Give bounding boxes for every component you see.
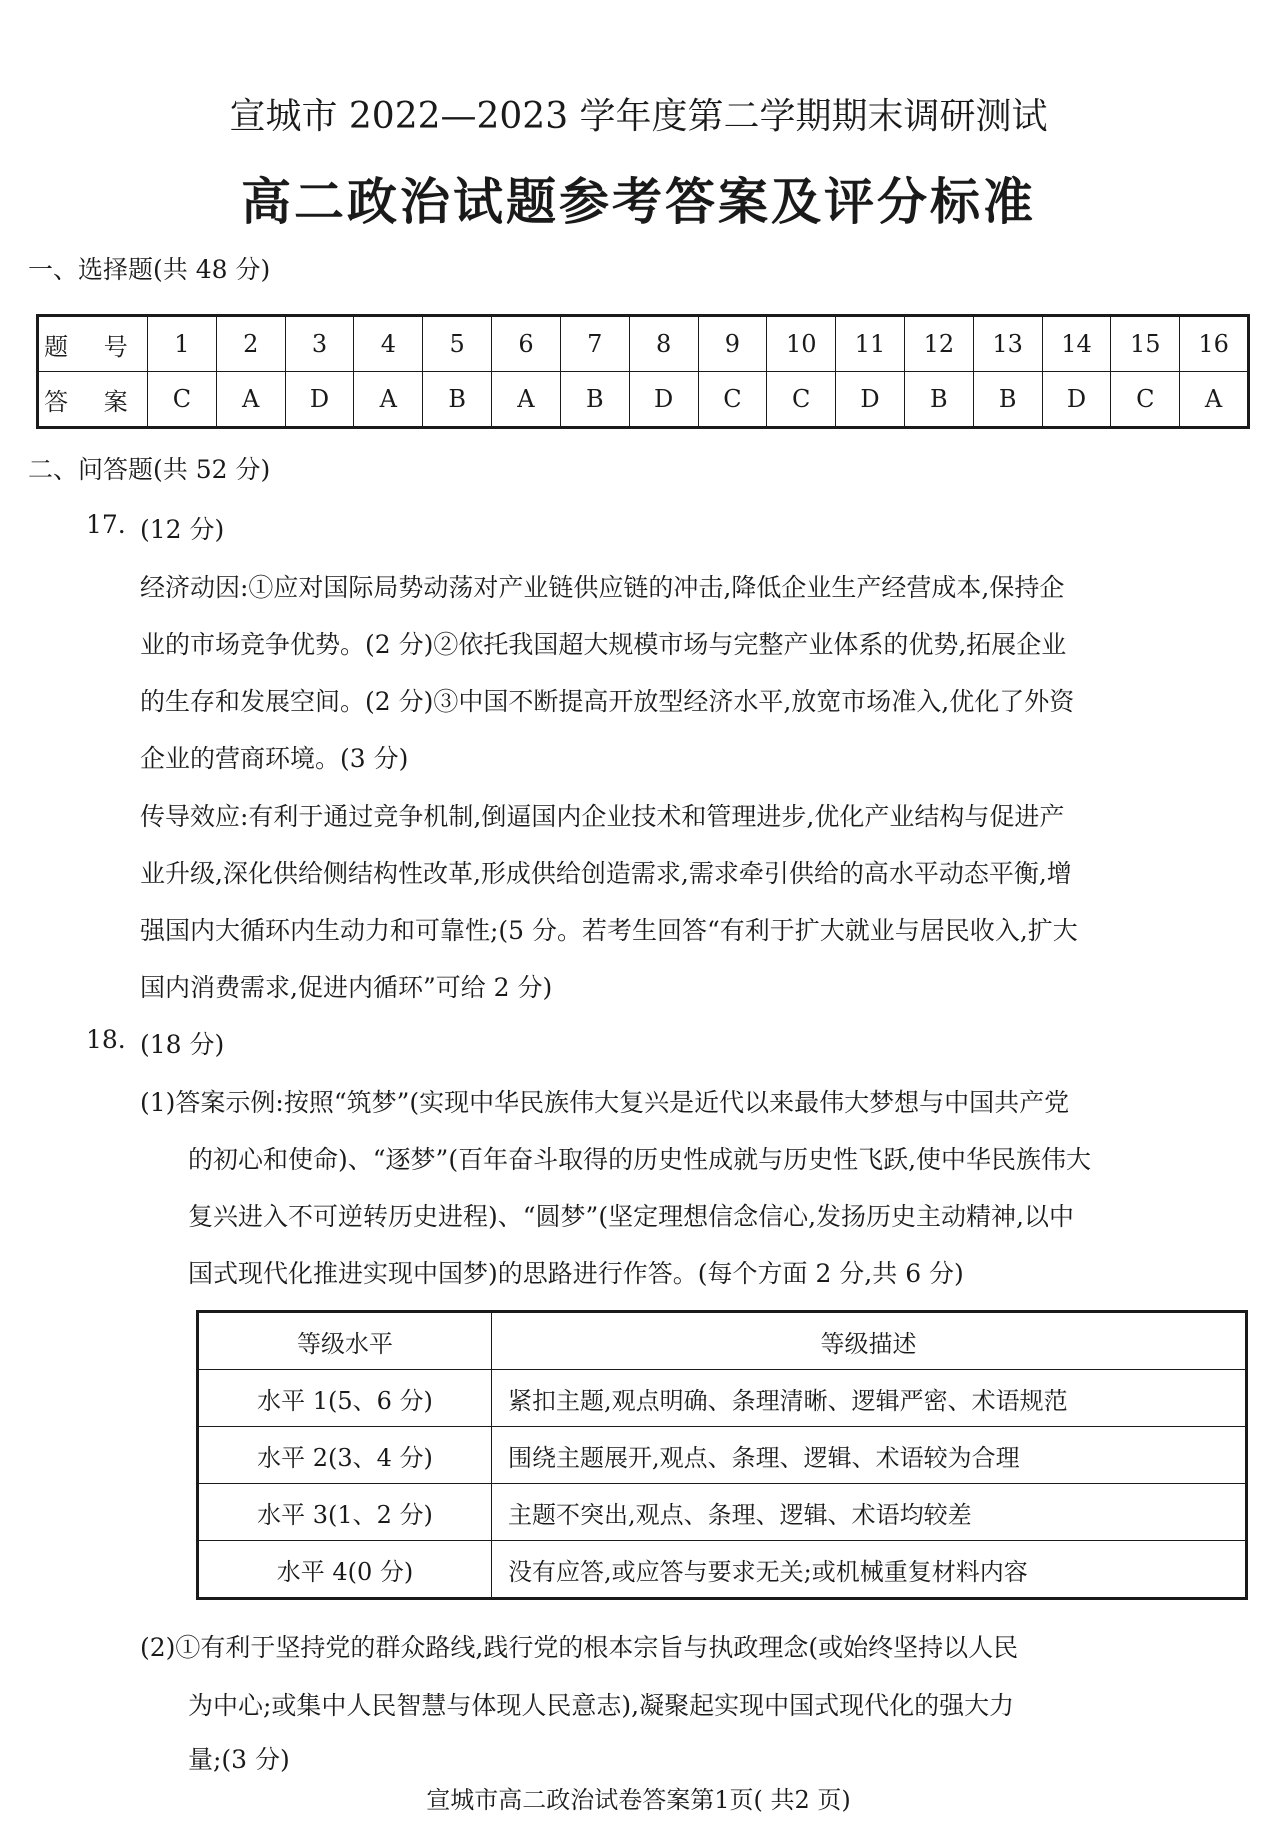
- question-number-cell: 2: [216, 316, 285, 372]
- q18-part2-line: 量;(3 分): [188, 1745, 290, 1774]
- table-row: [198, 1541, 1247, 1599]
- answer-cell: B: [423, 372, 492, 428]
- question-number-cell: 7: [560, 316, 629, 372]
- q18-part1-line: (1)答案示例:按照“筑梦”(实现中华民族伟大复兴是近代以来最伟大梦想与中国共产党: [140, 1088, 1070, 1117]
- question-number-cell: 16: [1180, 316, 1249, 372]
- question-number-cell: 5: [423, 316, 492, 372]
- question-number-cell: 6: [492, 316, 561, 372]
- question-number-cell: 15: [1111, 316, 1180, 372]
- table-row: [198, 1484, 1247, 1541]
- answer-cell: D: [629, 372, 698, 428]
- question-number-cell: 14: [1042, 316, 1111, 372]
- page-footer: 宣城市高二政治试卷答案第1页( 共2 页): [426, 1786, 851, 1814]
- q17-number: 17.: [86, 510, 126, 539]
- question-number-cell: 3: [285, 316, 354, 372]
- description-cell: 主题不突出,观点、条理、逻辑、术语均较差: [492, 1484, 1247, 1541]
- row-label-number: 题 号: [38, 316, 148, 372]
- answer-cell: C: [767, 372, 836, 428]
- answer-cell: C: [148, 372, 217, 428]
- question-number-cell: 1: [148, 316, 217, 372]
- answer-cell: A: [354, 372, 423, 428]
- answer-cell: A: [216, 372, 285, 428]
- q18-part2-line: 为中心;或集中人民智慧与体现人民意志),凝聚起实现中国式现代化的强大力: [188, 1691, 1015, 1720]
- answer-cell: C: [1111, 372, 1180, 428]
- q17-text-line: 业升级,深化供给侧结构性改革,形成供给创造需求,需求牵引供给的高水平动态平衡,增: [140, 859, 1072, 888]
- q18-part2-line: (2)①有利于坚持党的群众路线,践行党的根本宗旨与执政理念(或始终坚持以人民: [140, 1633, 1019, 1662]
- question-number-cell: 10: [767, 316, 836, 372]
- q18-score: (18 分): [140, 1030, 225, 1059]
- q18-part1-line: 的初心和使命)、“逐梦”(百年奋斗取得的历史性成就与历史性飞跃,使中华民族伟大: [188, 1145, 1092, 1174]
- description-cell: 围绕主题展开,观点、条理、逻辑、术语较为合理: [492, 1427, 1247, 1484]
- level-cell: 水平 1(5、6 分): [198, 1370, 492, 1427]
- table-row: [198, 1427, 1247, 1484]
- q17-text-line: 强国内大循环内生动力和可靠性;(5 分。若考生回答“有利于扩大就业与居民收入,扩大: [140, 916, 1078, 945]
- row-label-answer: 答 案: [38, 372, 148, 428]
- table-header-row: [198, 1312, 1247, 1370]
- answer-cell: A: [492, 372, 561, 428]
- question-number-cell: 13: [973, 316, 1042, 372]
- q18-part1-line: 国式现代化推进实现中国梦)的思路进行作答。(每个方面 2 分,共 6 分): [188, 1259, 964, 1288]
- document-title: 高二政治试题参考答案及评分标准: [241, 172, 1036, 231]
- header-level: 等级水平: [198, 1312, 492, 1370]
- q17-text-line: 经济动因:①应对国际局势动荡对产业链供应链的冲击,降低企业生产经营成本,保持企: [140, 573, 1065, 602]
- answer-cell: D: [1042, 372, 1111, 428]
- question-number-cell: 9: [698, 316, 767, 372]
- header-description: 等级描述: [492, 1312, 1247, 1370]
- answer-cell: D: [836, 372, 905, 428]
- q18-part1-line: 复兴进入不可逆转历史进程)、“圆梦”(坚定理想信念信心,发扬历史主动精神,以中: [188, 1202, 1074, 1231]
- question-number-cell: 12: [904, 316, 973, 372]
- q17-text-line: 传导效应:有利于通过竞争机制,倒逼国内企业技术和管理进步,优化产业结构与促进产: [140, 802, 1065, 831]
- answer-cell: C: [698, 372, 767, 428]
- grading-level-table: [196, 1310, 1248, 1600]
- question-number-cell: 4: [354, 316, 423, 372]
- question-number-cell: 11: [836, 316, 905, 372]
- q17-score: (12 分): [140, 515, 225, 544]
- question-number-row: [38, 316, 1249, 372]
- q18-number: 18.: [86, 1025, 126, 1054]
- answer-cell: A: [1180, 372, 1249, 428]
- q17-text-line: 业的市场竞争优势。(2 分)②依托我国超大规模市场与完整产业体系的优势,拓展企业: [140, 630, 1067, 659]
- answer-cell: B: [973, 372, 1042, 428]
- exam-title-line1: 宣城市 2022—2023 学年度第二学期期末调研测试: [229, 96, 1048, 137]
- description-cell: 没有应答,或应答与要求无关;或机械重复材料内容: [492, 1541, 1247, 1599]
- section1-heading: 一、选择题(共 48 分): [28, 255, 271, 284]
- q17-text-line: 的生存和发展空间。(2 分)③中国不断提高开放型经济水平,放宽市场准入,优化了外资: [140, 687, 1075, 716]
- answer-key-table: [36, 314, 1250, 429]
- description-cell: 紧扣主题,观点明确、条理清晰、逻辑严密、术语规范: [492, 1370, 1247, 1427]
- question-number-cell: 8: [629, 316, 698, 372]
- answer-cell: B: [904, 372, 973, 428]
- answer-cell: B: [560, 372, 629, 428]
- q17-text-line: 企业的营商环境。(3 分): [140, 744, 409, 773]
- q17-text-line: 国内消费需求,促进内循环”可给 2 分): [140, 973, 553, 1002]
- level-cell: 水平 2(3、4 分): [198, 1427, 492, 1484]
- table-row: [198, 1370, 1247, 1427]
- section2-heading: 二、问答题(共 52 分): [28, 455, 271, 484]
- level-cell: 水平 4(0 分): [198, 1541, 492, 1599]
- level-cell: 水平 3(1、2 分): [198, 1484, 492, 1541]
- answer-cell: D: [285, 372, 354, 428]
- answer-row: [38, 372, 1249, 428]
